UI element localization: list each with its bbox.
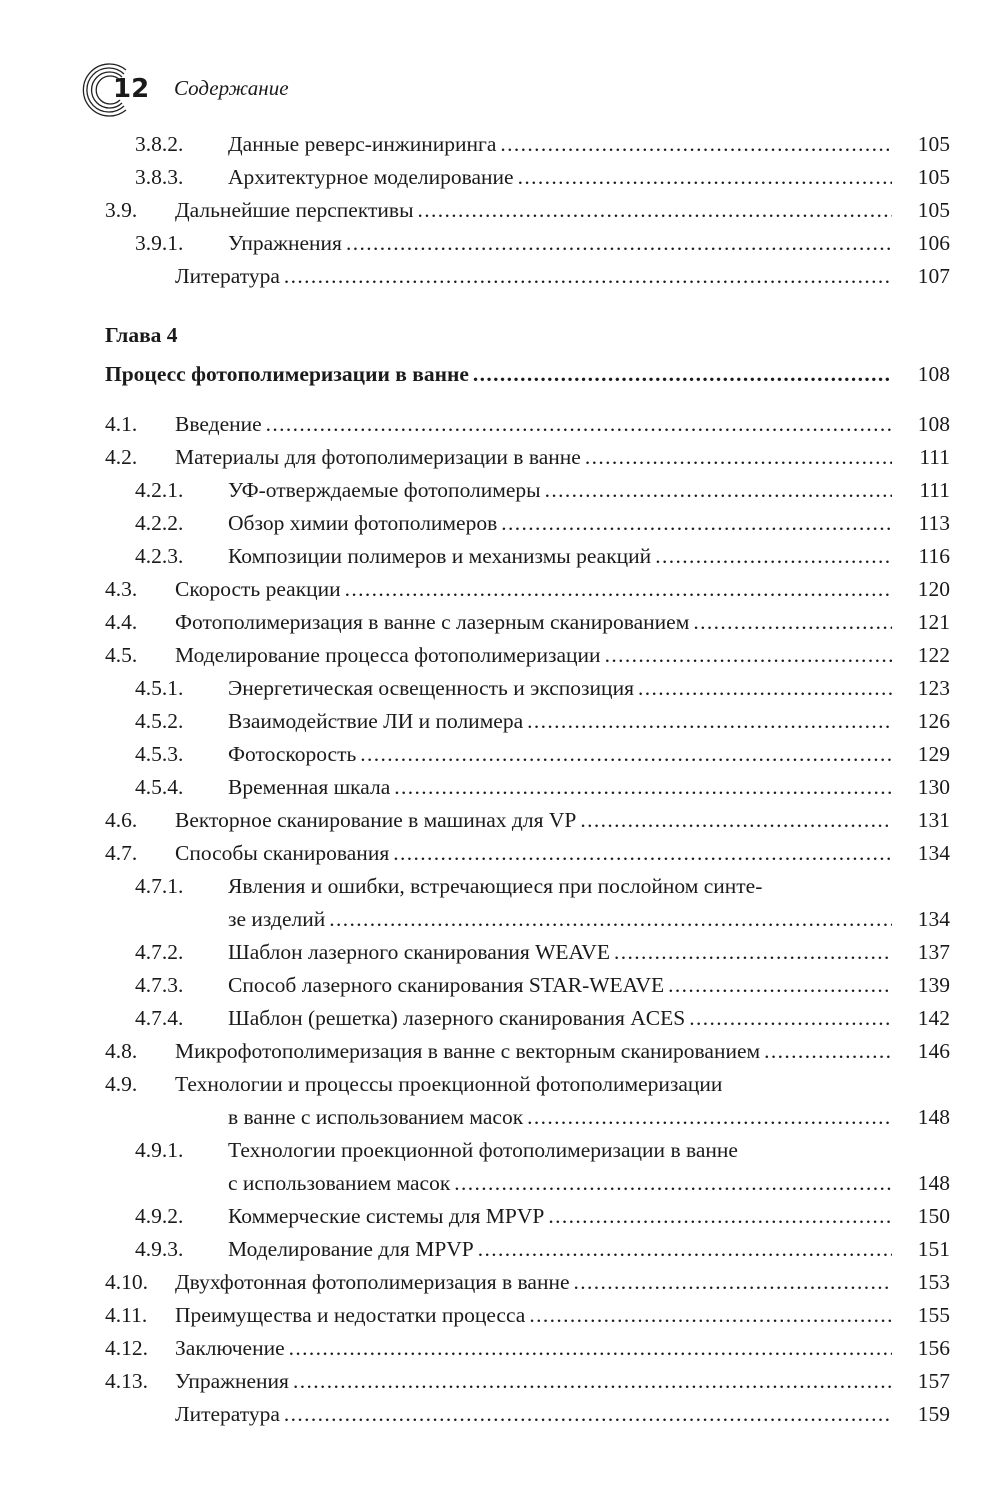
toc-entry[interactable] — [0, 260, 1000, 293]
section-title: Дальнейшие перспективы — [175, 198, 414, 222]
page-ref: 151 — [917, 1237, 950, 1261]
dot-leader — [284, 1398, 892, 1431]
page-ref: 153 — [917, 1270, 950, 1294]
toc-entry[interactable] — [0, 1233, 1000, 1266]
page-ref: 122 — [917, 643, 950, 667]
section-title: Преимущества и недостатки процесса — [175, 1303, 526, 1327]
section-number: 4.7.3. — [135, 973, 184, 997]
toc-entry[interactable] — [0, 804, 1000, 837]
toc-entry[interactable] — [0, 705, 1000, 738]
toc-entry[interactable] — [0, 1398, 1000, 1431]
toc-entry[interactable] — [0, 771, 1000, 804]
page-ref: 105 — [917, 165, 950, 189]
dot-leader — [527, 1101, 892, 1134]
page-ref: 134 — [917, 907, 950, 931]
dot-leader — [478, 1233, 892, 1266]
toc-entry[interactable] — [0, 507, 1000, 540]
section-title: Шаблон лазерного сканирования WEAVE — [228, 940, 610, 964]
section-number: 4.5.3. — [135, 742, 184, 766]
page-ref: 108 — [917, 412, 950, 436]
dot-leader — [668, 969, 892, 1002]
section-number: 4.2.3. — [135, 544, 184, 568]
section-number: 4.9.3. — [135, 1237, 184, 1261]
toc-entry[interactable] — [0, 1068, 1000, 1101]
page-ref: 108 — [917, 362, 950, 386]
dot-leader — [655, 540, 892, 573]
page-ref: 142 — [917, 1006, 950, 1030]
section-number: 4.7.4. — [135, 1006, 184, 1030]
section-number: 4.5.2. — [135, 709, 184, 733]
toc-entry-continuation[interactable] — [0, 1167, 1000, 1200]
section-title: Упражнения — [175, 1369, 289, 1393]
dot-leader — [454, 1167, 892, 1200]
section-number: 4.9.2. — [135, 1204, 184, 1228]
section-number: 4.6. — [105, 808, 138, 832]
dot-leader — [527, 705, 892, 738]
section-title: Моделирование процесса фотополимеризации — [175, 643, 601, 667]
section-number: 3.8.2. — [135, 132, 184, 156]
toc-entry[interactable] — [0, 1200, 1000, 1233]
page-ref: 157 — [917, 1369, 950, 1393]
section-number: 4.5. — [105, 643, 138, 667]
toc-entry[interactable] — [0, 441, 1000, 474]
section-title: Заключение — [175, 1336, 285, 1360]
dot-leader — [605, 639, 892, 672]
running-title: Содержание — [174, 76, 289, 100]
section-title: Фотополимеризация в ванне с лазерным сканированием — [175, 610, 690, 634]
dot-leader — [346, 227, 892, 260]
section-title: зе изделий — [228, 907, 326, 931]
section-title: Способ лазерного сканирования STAR-WEAVE — [228, 973, 665, 997]
toc-entry[interactable] — [0, 1365, 1000, 1398]
section-title: Композиции полимеров и механизмы реакций — [228, 544, 652, 568]
page-ref: 126 — [917, 709, 950, 733]
page-ref: 105 — [917, 198, 950, 222]
page-ref: 106 — [917, 231, 950, 255]
page-ref: 121 — [917, 610, 950, 634]
section-number: 4.2. — [105, 445, 138, 469]
dot-leader — [293, 1365, 892, 1398]
dot-leader — [473, 358, 892, 391]
page-ref: 107 — [917, 264, 950, 288]
toc-entry[interactable] — [0, 1134, 1000, 1167]
section-number: 3.9. — [105, 198, 138, 222]
page-ref: 123 — [917, 676, 950, 700]
toc-entry[interactable] — [0, 738, 1000, 771]
section-title: Архитектурное моделирование — [228, 165, 514, 189]
toc-entry[interactable] — [0, 227, 1000, 260]
section-title: Упражнения — [228, 231, 342, 255]
dot-leader — [580, 804, 892, 837]
dot-leader — [585, 441, 892, 474]
section-number: 4.11. — [105, 1303, 148, 1327]
section-title: Временная шкала — [228, 775, 391, 799]
toc-entry[interactable] — [0, 639, 1000, 672]
section-number: 4.9.1. — [135, 1138, 184, 1162]
toc-chapter-entry[interactable] — [0, 358, 1000, 391]
dot-leader — [418, 194, 892, 227]
section-number: 3.9.1. — [135, 231, 184, 255]
toc-entry[interactable] — [0, 1035, 1000, 1068]
section-number: 4.1. — [105, 412, 138, 436]
section-title: в ванне с использованием масок — [228, 1105, 524, 1129]
page-ref: 137 — [917, 940, 950, 964]
toc-entry[interactable] — [0, 1332, 1000, 1365]
dot-leader — [394, 771, 892, 804]
section-title: Технологии проекционной фотополимеризации в ванне — [228, 1138, 738, 1162]
dot-leader — [689, 1002, 892, 1035]
page-ref: 131 — [917, 808, 950, 832]
section-number: 4.13. — [105, 1369, 148, 1393]
toc-entry[interactable] — [0, 540, 1000, 573]
page-ref: 150 — [917, 1204, 950, 1228]
toc-entry[interactable] — [0, 161, 1000, 194]
toc-entry[interactable] — [0, 474, 1000, 507]
section-title: Скорость реакции — [175, 577, 341, 601]
section-title: Литература — [175, 1402, 280, 1426]
section-title: Векторное сканирование в машинах для VP — [175, 808, 577, 832]
section-number: 3.8.3. — [135, 165, 184, 189]
section-title: Явления и ошибки, встречающиеся при послойном синте- — [228, 874, 763, 898]
page-ref: 139 — [917, 973, 950, 997]
toc-entry[interactable] — [0, 408, 1000, 441]
dot-leader — [266, 408, 892, 441]
section-number: 4.10. — [105, 1270, 148, 1294]
section-title: Моделирование для MPVP — [228, 1237, 474, 1261]
toc-entry[interactable] — [0, 606, 1000, 639]
section-title: Технологии и процессы проекционной фотополимеризации — [175, 1072, 723, 1096]
page-ref: 148 — [917, 1171, 950, 1195]
dot-leader — [614, 936, 892, 969]
dot-leader — [345, 573, 892, 606]
section-title: Шаблон (решетка) лазерного сканирования ACES — [228, 1006, 686, 1030]
table-of-contents — [0, 128, 1000, 1431]
section-title: Материалы для фотополимеризации в ванне — [175, 445, 581, 469]
dot-leader — [284, 260, 892, 293]
section-title: Взаимодействие ЛИ и полимера — [228, 709, 524, 733]
section-number: 4.5.1. — [135, 676, 184, 700]
page-ref: 113 — [918, 511, 950, 535]
section-number: 4.9. — [105, 1072, 138, 1096]
page-ref: 146 — [917, 1039, 950, 1063]
dot-leader — [574, 1266, 892, 1299]
toc-entry-continuation[interactable] — [0, 1101, 1000, 1134]
toc-entry[interactable] — [0, 672, 1000, 705]
dot-leader — [360, 738, 892, 771]
page-number: 12 — [113, 74, 150, 104]
toc-entry[interactable] — [0, 128, 1000, 161]
toc-entry[interactable] — [0, 194, 1000, 227]
dot-leader — [529, 1299, 892, 1332]
page-ref: 130 — [917, 775, 950, 799]
chapter-label-row — [0, 319, 1000, 352]
dot-leader — [289, 1332, 892, 1365]
section-title: Обзор химии фотополимеров — [228, 511, 498, 535]
section-number: 4.4. — [105, 610, 138, 634]
section-number: 4.3. — [105, 577, 138, 601]
chapter-label: Глава 4 — [105, 323, 178, 347]
dot-leader — [500, 128, 892, 161]
section-number: 4.12. — [105, 1336, 148, 1360]
page-ref: 129 — [917, 742, 950, 766]
section-number: 4.8. — [105, 1039, 138, 1063]
section-title: Литература — [175, 264, 280, 288]
section-title: Способы сканирования — [175, 841, 390, 865]
section-number: 4.7. — [105, 841, 138, 865]
dot-leader — [393, 837, 892, 870]
toc-entry[interactable] — [0, 936, 1000, 969]
dot-leader — [545, 474, 892, 507]
page-ref: 148 — [917, 1105, 950, 1129]
dot-leader — [501, 507, 892, 540]
chapter-title: Процесс фотополимеризации в ванне — [105, 362, 469, 386]
section-title: Фотоскорость — [228, 742, 357, 766]
dot-leader — [518, 161, 892, 194]
page-ref: 155 — [917, 1303, 950, 1327]
section-title: Коммерческие системы для MPVP — [228, 1204, 545, 1228]
dot-leader — [764, 1035, 892, 1068]
section-number: 4.7.1. — [135, 874, 184, 898]
section-title: Двухфотонная фотополимеризация в ванне — [175, 1270, 570, 1294]
section-number: 4.5.4. — [135, 775, 184, 799]
section-title: Введение — [175, 412, 262, 436]
page-ref: 156 — [917, 1336, 950, 1360]
toc-entry[interactable] — [0, 969, 1000, 1002]
toc-entry[interactable] — [0, 837, 1000, 870]
section-title: Микрофотополимеризация в ванне с векторным сканированием — [175, 1039, 761, 1063]
toc-entry[interactable] — [0, 1266, 1000, 1299]
section-title: Данные реверс-инжиниринга — [228, 132, 497, 156]
toc-entry[interactable] — [0, 1299, 1000, 1332]
toc-entry[interactable] — [0, 1002, 1000, 1035]
page-header — [78, 60, 378, 120]
page-ref: 111 — [919, 478, 950, 502]
section-title: УФ-отверждаемые фотополимеры — [228, 478, 541, 502]
page-ref: 159 — [917, 1402, 950, 1426]
section-title: с использованием масок — [228, 1171, 451, 1195]
toc-entry[interactable] — [0, 573, 1000, 606]
page-ref: 105 — [917, 132, 950, 156]
section-number: 4.7.2. — [135, 940, 184, 964]
dot-leader — [693, 606, 892, 639]
page-ref: 120 — [917, 577, 950, 601]
section-title: Энергетическая освещенность и экспозиция — [228, 676, 634, 700]
page-ref: 116 — [918, 544, 950, 568]
toc-entry[interactable] — [0, 870, 1000, 903]
page-ref: 111 — [919, 445, 950, 469]
dot-leader — [638, 672, 892, 705]
dot-leader — [548, 1200, 892, 1233]
dot-leader — [329, 903, 892, 936]
toc-entry-continuation[interactable] — [0, 903, 1000, 936]
section-number: 4.2.2. — [135, 511, 184, 535]
page-ref: 134 — [917, 841, 950, 865]
section-number: 4.2.1. — [135, 478, 184, 502]
